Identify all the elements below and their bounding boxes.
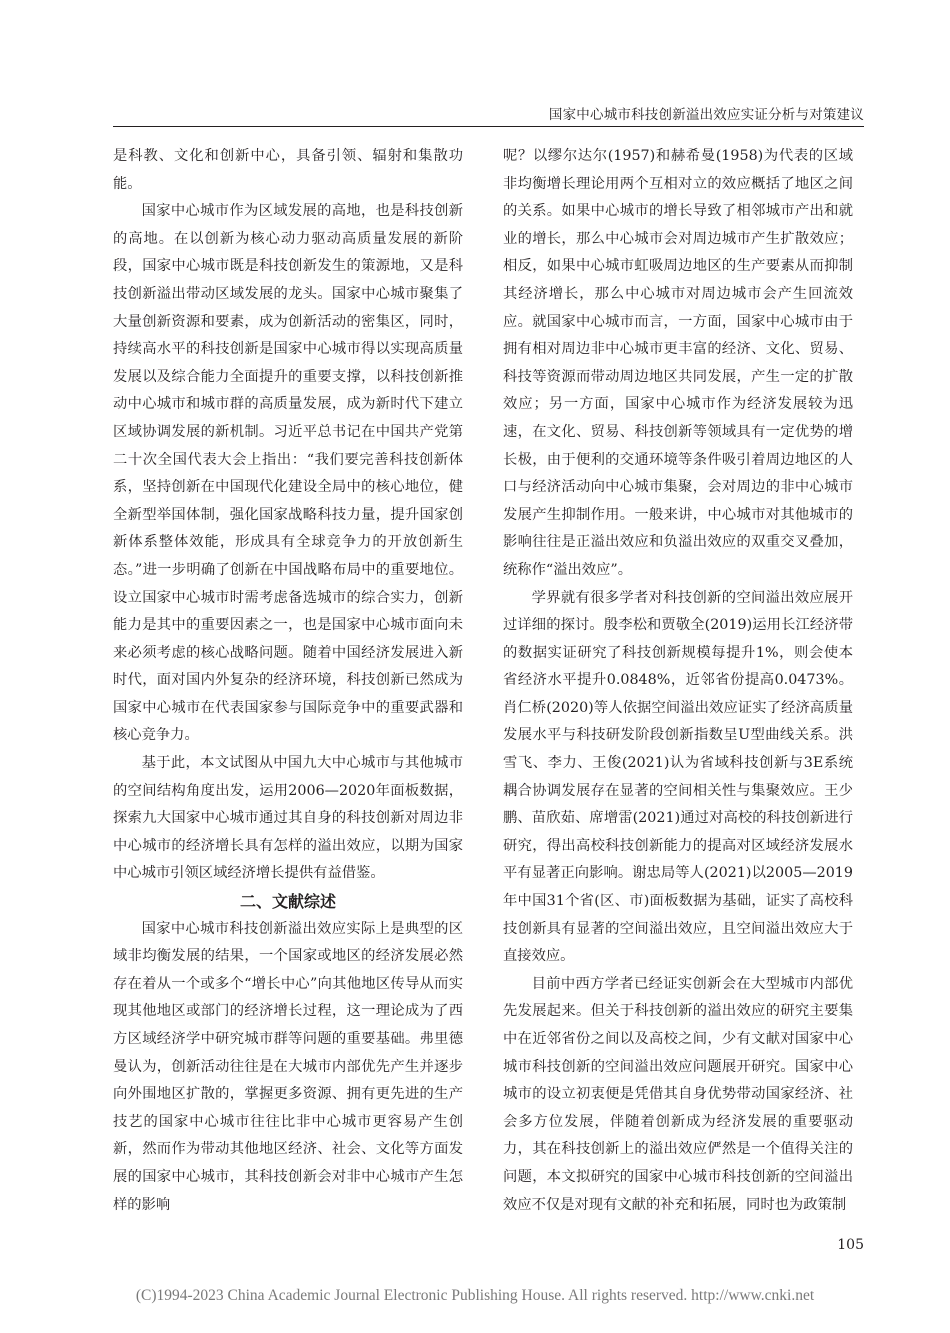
paragraph: 基于此，本文试图从中国九大中心城市与其他城市的空间结构角度出发，运用2006—2020年面板数据，探索九大国家中心城市通过其自身的科技创新对周边非中心城市的经济增长具有怎样的溢出效应，以期为国家中心城市引领区域经济增长提供有益借鉴。 <box>113 755 463 882</box>
section-heading: 二、文献综述 <box>239 892 336 912</box>
paragraph: 国家中心城市科技创新溢出效应实际上是典型的区域非均衡发展的结果，一个国家或地区的经济发展必然存在着从一个或多个“增长中心”向其他地区传导从而实现其他地区或部门的经济增长过程，这一理论成为了西方区域经济学中研究城市群等问题的重要基础。弗里德曼认为，创新活动往往是在大城市内部优先产生并逐步向外围地区扩散的，掌握更多资源、拥有更先进的生产技艺的国家中心城市往往比非中心城市更容易产生创新，然而作为带动其他地区经济、社会、文化等方面发展的国家中心城市，其科技创新会对非中心城市产生怎样的影响 <box>113 920 463 1213</box>
paragraph: 国家中心城市作为区域发展的高地，也是科技创新的高地。在以创新为核心动力驱动高质量发展的新阶段，国家中心城市既是科技创新发生的策源地，又是科技创新溢出带动区域发展的龙头。国家中心城市聚集了大量创新资源和要素，成为创新活动的密集区，同时，持续高水平的科技创新是国家中心城市得以实现高质量发展以及综合能力全面提升的重要支撑，以科技创新推动中心城市和城市群的高质量发展，成为新时代下建立区域协调发展的新机制。习近平总书记在中国共产党第二十次全国代表大会上指出：“我们要完善科技创新体系，坚持创新在中国现代化建设全局中的核心地位，健全新型举国体制，强化国家战略科技力量，提升国家创新体系整体效能，形成具有全球竞争力的开放创新生态。”进一步明确了创新在中国战略布局中的重要地位。设立国家中心城市时需考虑备选城市的综合实力，创新能力是其中的重要因素之一，也是国家中心城市面向未来必须考虑的核心战略问题。随着中国经济发展进入新时代，面对国内外复杂的经济环境，科技创新已然成为国家中心城市在代表国家参与国际竞争中的重要武器和核心竞争力。 <box>113 203 463 744</box>
paragraph-continued: 是科教、文化和创新中心，具备引领、辐射和集散功能。 <box>113 148 463 192</box>
right-column <box>503 143 853 1219</box>
page-number: 105 <box>837 1237 864 1253</box>
paragraph: 目前中西方学者已经证实创新会在大型城市内部优先发展起来。但关于科技创新的溢出效应的研究主要集中在近邻省份之间以及高校之间，少有文献对国家中心城市科技创新的空间溢出效应问题展开研究。国家中心城市的设立初衷便是凭借其自身优势带动国家经济、社会多方位发展，伴随着创新成为经济发展的重要驱动力，其在科技创新上的溢出效应俨然是一个值得关注的问题，本文拟研究的国家中心城市科技创新的空间溢出效应不仅是对现有文献的补充和拓展，同时也为政策制 <box>503 975 853 1213</box>
paragraph-continued: 呢？以缪尔达尔(1957)和赫希曼(1958)为代表的区域非均衡增长理论用两个互相对立的效应概括了地区之间的关系。如果中心城市的增长导致了相邻城市产出和就业的增长，那么中心城市会对周边城市产生扩散效应；相反，如果中心城市虹吸周边地区的生产要素从而抑制其经济增长，那么中心城市对周边城市会产生回流效应。就国家中心城市而言，一方面，国家中心城市由于拥有相对周边非中心城市更丰富的经济、文化、贸易、科技等资源而带动周边地区共同发展，产生一定的扩散效应；另一方面，国家中心城市作为经济发展较为迅速，在文化、贸易、科技创新等领域具有一定优势的增长极，由于便利的交通环境等条件吸引着周边地区的人口与经济活动向中心城市集聚，会对周边的非中心城市发展产生抑制作用。一般来讲，中心城市对其他城市的影响往往是正溢出效应和负溢出效应的双重交叉叠加，统称作“溢出效应”。 <box>503 148 853 578</box>
left-column <box>113 143 463 1219</box>
copyright-footer: (C)1994-2023 China Academic Journal Electronic Publishing House. All rights reserved. http://www.cnki.net <box>135 1287 815 1304</box>
paragraph: 学界就有很多学者对科技创新的空间溢出效应展开过详细的探讨。殷李松和贾敬全(2019)运用长江经济带的数据实证研究了科技创新规模每提升1%，则会使本省经济水平提升0.0848%，近邻省份提高0.0473%。肖仁桥(2020)等人依据空间溢出效应证实了经济高质量发展水平与科技研发阶段创新指数呈U型曲线关系。洪雪飞、李力、王俊(2021)认为省域科技创新与3E系统耦合协调发展存在显著的空间相关性与集聚效应。王少鹏、苗欣茹、席增雷(2021)通过对高校的科技创新进行研究，得出高校科技创新能力的提高对区域经济发展水平有显著正向影响。谢忠局等人(2021)以2005—2019年中国31个省(区、市)面板数据为基础，证实了高校科技创新具有显著的空间溢出效应，且空间溢出效应大于直接效应。 <box>503 589 853 965</box>
running-head: 国家中心城市科技创新溢出效应实证分析与对策建议 <box>548 107 864 123</box>
header-rule <box>113 126 864 127</box>
